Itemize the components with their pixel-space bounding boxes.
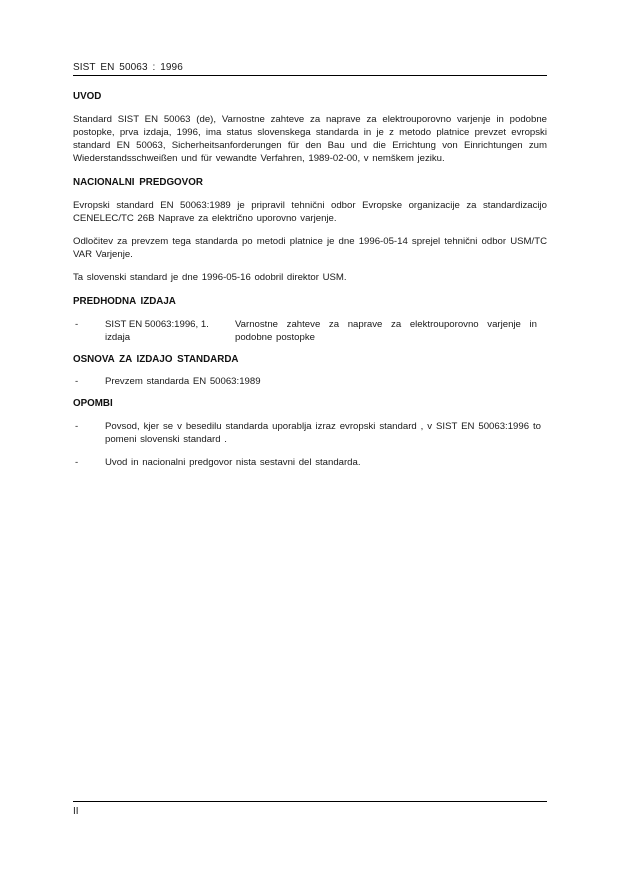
section-osnova	[73, 353, 547, 388]
page-content	[73, 90, 547, 469]
predgovor-paragraph-3: Ta slovenski standard je dne 1996-05-16 odobril direktor USM.	[73, 272, 347, 283]
section-opombi	[73, 397, 547, 469]
page-number: II	[73, 806, 79, 817]
section-title-predhodna: PREDHODNA IZDAJA	[73, 296, 176, 307]
predgovor-paragraph-2: Odločitev za prevzem tega standarda po metodi platnice je dne 1996-05-14 sprejel tehnični odbor USM/TC VAR Varjenje.	[73, 236, 547, 260]
predgovor-paragraph-1: Evropski standard EN 50063:1989 je pripravil tehnični odbor Evropske organizacije za standardizacijo CENELEC/TC 26B Naprave za električno uporovno varjenje.	[73, 200, 547, 224]
previous-edition-description: Varnostne zahteve za naprave za elektrouporovno varjenje in podobne postopke	[235, 319, 537, 343]
list-dash: -	[75, 457, 79, 468]
header-rule	[73, 75, 547, 76]
section-uvod	[73, 90, 547, 165]
list-item	[73, 456, 547, 469]
previous-edition-designation: SIST EN 50063:1996, 1. izdaja	[105, 319, 209, 343]
list-item	[73, 318, 547, 344]
section-title-opombi: OPOMBI	[73, 398, 113, 409]
section-nacionalni-predgovor	[73, 176, 547, 284]
section-title-predgovor: NACIONALNI PREDGOVOR	[73, 177, 203, 188]
uvod-paragraph: Standard SIST EN 50063 (de), Varnostne zahteve za naprave za elektrouporovno varjenje in podobne postopke, prva izdaja, 1996, ima status slovenskega standarda in je z metodo platnice prevzet evropski standard EN 50063, Sicherheitsanforderungen für den Bau und die Errichtung von Einrichtungen zum Wiederstandsschweißen und für vewandte Verfahren, 1989-02-00, v nemškem jeziku.	[73, 114, 547, 164]
list-item	[73, 375, 547, 388]
list-dash: -	[75, 421, 79, 432]
section-predhodna-izdaja	[73, 295, 547, 344]
list-item-text: Uvod in nacionalni predgovor nista sestavni del standarda.	[105, 457, 361, 468]
list-item-text: Prevzem standarda EN 50063:1989	[105, 376, 261, 387]
list-item	[73, 420, 547, 446]
footer-rule	[73, 801, 547, 802]
running-header: SIST EN 50063 : 1996	[73, 62, 183, 73]
section-title-uvod: UVOD	[73, 91, 102, 102]
list-item-text: Povsod, kjer se v besedilu standarda uporablja izraz evropski standard , v SIST EN 50063:1996 to pomeni slovenski standard .	[105, 421, 541, 445]
list-dash: -	[75, 319, 79, 330]
list-dash: -	[75, 376, 79, 387]
section-title-osnova: OSNOVA ZA IZDAJO STANDARDA	[73, 354, 239, 365]
